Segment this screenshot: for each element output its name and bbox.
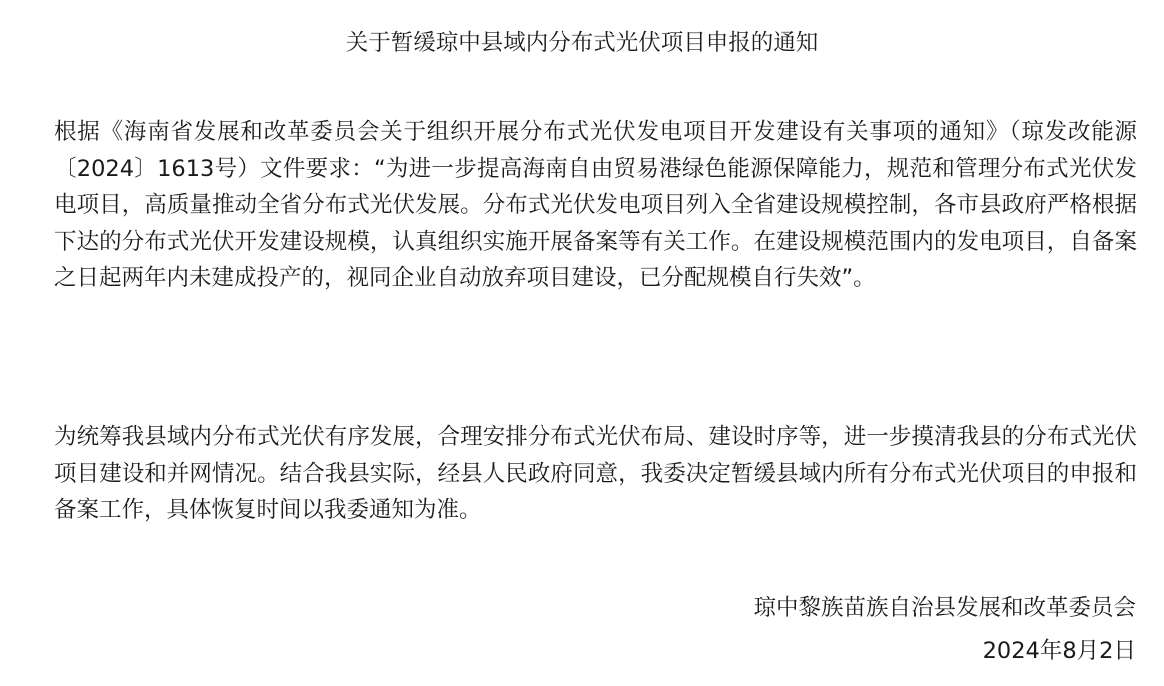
document-title: 关于暂缓琼中县域内分布式光伏项目申报的通知 — [345, 30, 819, 56]
signature-organization: 琼中黎族苗族自治县发展和改革委员会 — [753, 595, 1136, 621]
paragraph-suspension-decision: 为统筹我县域内分布式光伏有序发展，合理安排分布式光伏布局、建设时序等，进一步摸清我县的分布式光伏项目建设和并网情况。结合我县实际，经县人民政府同意，我委决定暂缓县域内所有分布式光伏项目的申报和备案工作，具体恢复时间以我委通知为准。 — [54, 424, 1137, 523]
paragraph-policy-citation: 根据《海南省发展和改革委员会关于组织开展分布式光伏发电项目开发建设有关事项的通知》（琼发改能源〔2024〕1613号）文件要求：“为进一步提高海南自由贸易港绿色能源保障能力，规范和管理分布式光伏发电项目，高质量推动全省分布式光伏发展。分布式光伏发电项目列入全省建设规模控制，各市县政府严格根据下达的分布式光伏开发建设规模，认真组织实施开展备案等有关工作。在建设规模范围内的发电项目，自备案之日起两年内未建成投产的，视同企业自动放弃项目建设，已分配规模自行失效”。 — [54, 119, 1137, 291]
signature-date: 2024年8月2日 — [982, 638, 1136, 664]
